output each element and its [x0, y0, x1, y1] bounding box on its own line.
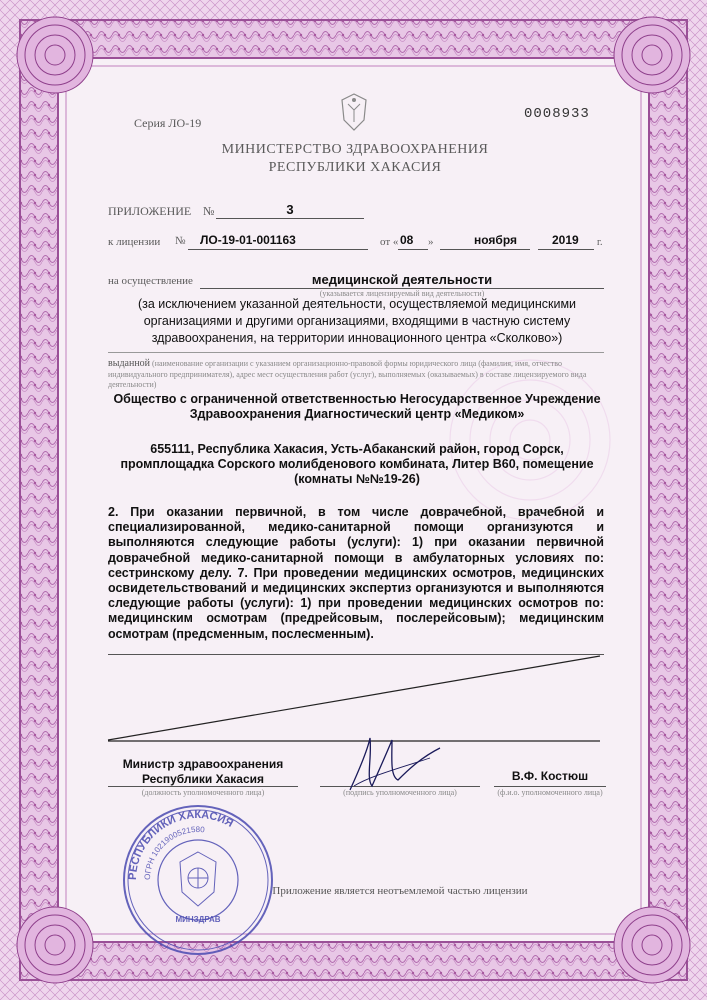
year-underline — [538, 249, 594, 250]
handwritten-signature — [340, 728, 450, 798]
license-no-sign: № — [175, 235, 186, 247]
issued-caption: (наименование организации с указанием организационно-правовой формы юридического лица (фамилия, имя, отчество индивидуального предпринимателя), адрес мест осуществления работ (услуг), выполняемых (оказываемых) в составе лицензируемого вида деятельности) — [108, 359, 587, 389]
ministry-title-line2: РЕСПУБЛИКИ ХАКАСИЯ — [268, 160, 442, 175]
organization-name: Общество с ограниченной ответственностью Негосударственное Учреждение Здравоохранения Диагностический центр «Медиком» — [113, 392, 601, 421]
activity-label: на осуществление — [108, 275, 193, 287]
signer-position-line1: Министр здравоохранения — [122, 757, 284, 771]
position-caption: (должность уполномоченного лица) — [141, 788, 265, 797]
name-caption: (ф.и.о. уполномоченного лица) — [497, 788, 603, 797]
issued-label: выданной — [108, 358, 151, 369]
appendix-number: 3 — [286, 202, 294, 217]
official-stamp — [118, 800, 278, 960]
activity-details: (за исключением указанной деятельности, осуществляемой медицинскими организациями и другими организациями, входящими в частную систему здравоохранения, на территории инновационного центра «Сколково») — [137, 297, 577, 345]
issued-caption-block — [108, 359, 604, 391]
license-month: ноября — [474, 233, 518, 247]
license-day: 08 — [400, 233, 414, 247]
activity-title: медицинской деятельности — [311, 272, 493, 287]
month-underline — [440, 249, 530, 250]
appendix-underline — [216, 218, 364, 219]
stamp-inner-text: ОГРН 1021900521580 — [142, 824, 206, 881]
appendix-no-sign: № — [203, 204, 215, 218]
license-number-underline — [188, 249, 368, 250]
license-number: ЛО-19-01-001163 — [200, 233, 296, 247]
date-from-label: от « — [380, 236, 399, 248]
ministry-title-line1: МИНИСТЕРСТВО ЗДРАВООХРАНЕНИЯ — [221, 142, 489, 157]
stamp-ring-text: РЕСПУБЛИКИ ХАКАСИЯ — [126, 808, 236, 881]
license-year: 2019 — [552, 233, 579, 247]
year-suffix: г. — [597, 237, 603, 248]
separator-line — [108, 352, 604, 353]
series-label: Серия ЛО-19 — [134, 116, 202, 130]
svg-text:РЕСПУБЛИКИ ХАКАСИЯ — [127, 809, 235, 880]
stamp-emblem-icon — [180, 852, 216, 906]
position-underline — [108, 786, 298, 787]
stamp-center-text: МИНЗДРАВ — [175, 915, 221, 924]
activity-caption: (указывается лицензируемый вид деятельности) — [319, 289, 485, 298]
form-number: 0008933 — [524, 106, 590, 122]
day-underline — [398, 249, 428, 250]
services-description: 2. При оказании первичной, в том числе доврачебной, врачебной и специализированной, медико-санитарной помощи организуются и выполняются следующие работы (услуги): 1) при оказании первичной доврачебной медико-санитарной помощи в амбулаторных условиях по: сестринскому делу. 7. При проведении медицинских осмотров, медицинских освидетельствований и медицинских экспертиз организуются и выполняются следующие работы (услуги): 1) при проведении медицинских осмотров по: медицинским осмотрам (предрейсовым, послерейсовым); медицинским осмотрам (предсменным, послесменным). — [108, 505, 604, 641]
appendix-label: ПРИЛОЖЕНИЕ — [108, 204, 192, 218]
organization-address: 655111, Республика Хакасия, Усть-Абаканский район, город Сорск, промплощадка Сорского молибденового комбината, Литер В60, помещение (комнаты №№19-26) — [120, 442, 594, 486]
date-quote-close: » — [428, 236, 434, 248]
signer-name: В.Ф. Костюш — [511, 769, 589, 783]
signer-position-line2: Республики Хакасия — [141, 772, 265, 786]
name-underline — [494, 786, 606, 787]
signature-caption: (подпись уполномоченного лица) — [343, 788, 457, 797]
license-label: к лицензии — [108, 236, 161, 248]
coat-of-arms-icon — [338, 92, 370, 132]
footer-note: Приложение является неотъемлемой частью лицензии — [272, 885, 528, 897]
